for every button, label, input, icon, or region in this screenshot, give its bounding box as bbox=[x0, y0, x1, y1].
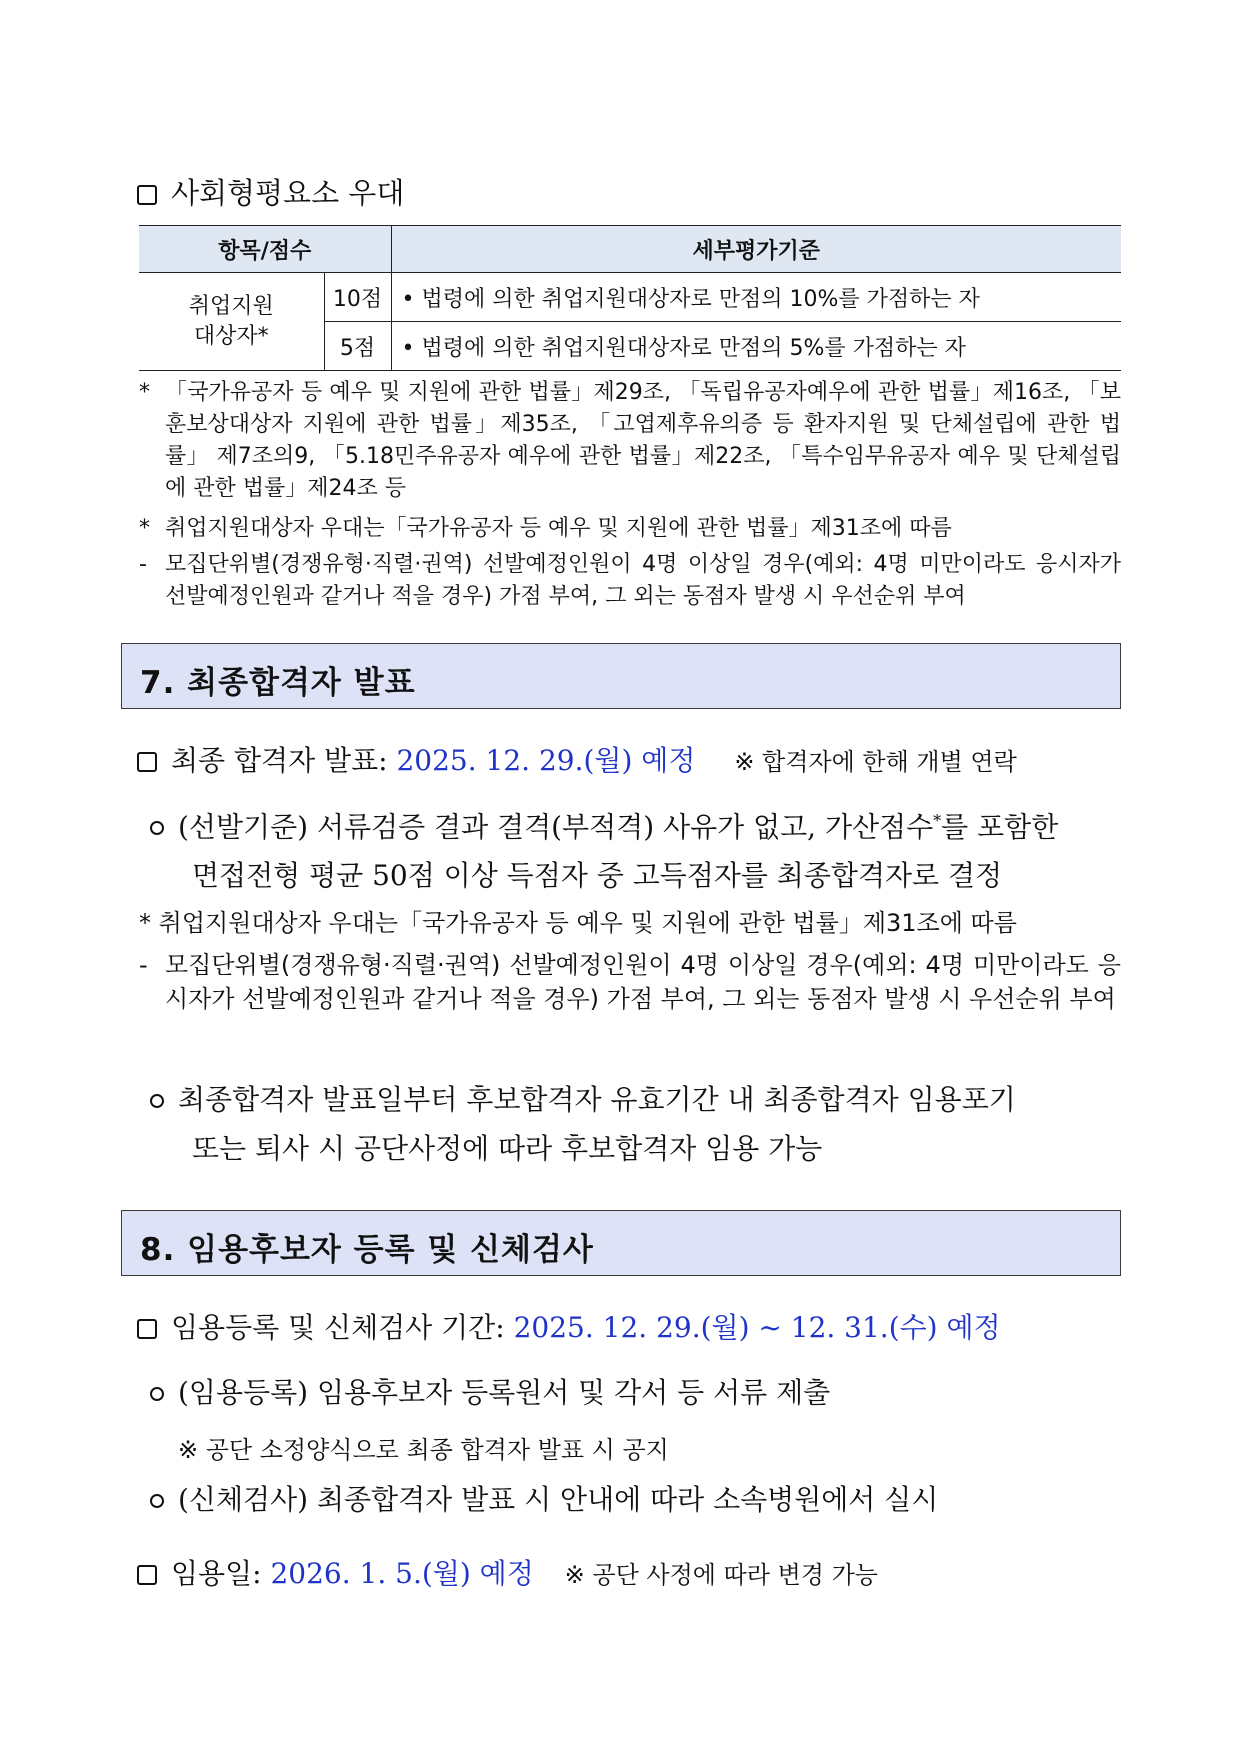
checkbox-square-icon bbox=[137, 185, 157, 205]
dash-mark: - bbox=[139, 951, 148, 979]
circle-bullet-icon bbox=[150, 1094, 164, 1108]
appoint-note: ※ 공단 사정에 따라 변경 가능 bbox=[564, 1561, 878, 1589]
footnote-text: 「국가유공자 등 예우 및 지원에 관한 법률」제29조, 「독립유공자예우에 관한 법률」제16조, 「보훈보상대상자 지원에 관한 법률」제35조, 「고엽제후유의증 등 환자지원 및 단체설립에 관한 법률」 제7조의9, 「5.18민주유공자 예우에 관한 법률」제22조, 「특수임무유공자 예우 및 단체설립에 관한 법률」제24조 등 bbox=[165, 380, 1121, 501]
section-8-header bbox=[121, 1210, 1121, 1276]
registration-period-line bbox=[137, 1308, 1001, 1348]
section-title: 8. 임용후보자 등록 및 신체검사 bbox=[140, 1232, 594, 1268]
section-title: 7. 최종합격자 발표 bbox=[140, 665, 416, 701]
section-7-header bbox=[121, 643, 1121, 709]
table-row bbox=[139, 273, 1121, 322]
registration-item: (임용등록) 임용후보자 등록원서 및 각서 등 서류 제출 bbox=[150, 1373, 830, 1413]
col-header-item: 항목/점수 bbox=[139, 226, 391, 273]
col-header-criteria: 세부평가기준 bbox=[391, 226, 1121, 273]
checkbox-square-icon bbox=[137, 1319, 157, 1339]
dash-note: - 모집단위별(경쟁유형·직렬·권역) 선발예정인원이 4명 이상일 경우(예외: 4명 미만이라도 응시자가 선발예정인원과 같거나 적을 경우) 가점 부여, 그 외는 동점자 발생 시 우선순위 부여 bbox=[139, 948, 1121, 1016]
circle-bullet-icon bbox=[150, 1387, 164, 1401]
item-label-cell bbox=[139, 273, 324, 371]
social-equity-heading: 사회형평요소 우대 bbox=[137, 174, 404, 212]
footnote-bonus-rule bbox=[139, 549, 1121, 613]
appointment-date-line bbox=[137, 1554, 878, 1595]
table-header-row bbox=[139, 226, 1121, 273]
period-label: 임용등록 및 신체검사 기간: bbox=[171, 1311, 514, 1344]
footnote-mark: - bbox=[139, 552, 147, 577]
item-label-line2: 대상자* bbox=[193, 323, 269, 349]
announce-date: 2025. 12. 29.(월) 예정 bbox=[396, 744, 696, 777]
checkbox-square-icon bbox=[137, 1565, 157, 1585]
appoint-date: 2026. 1. 5.(월) 예정 bbox=[270, 1557, 534, 1590]
announce-note: ※ 합격자에 한해 개별 연락 bbox=[734, 748, 1017, 776]
checkbox-square-icon bbox=[137, 752, 157, 772]
footnote-text: 취업지원대상자 우대는「국가유공자 등 예우 및 지원에 관한 법률」제31조에 따름 bbox=[165, 516, 952, 541]
footnote-preference bbox=[139, 513, 1121, 545]
footnote-law-list bbox=[139, 377, 1121, 505]
final-announcement-line bbox=[137, 741, 1017, 782]
social-equity-table bbox=[139, 225, 1121, 371]
period-date: 2025. 12. 29.(월) ~ 12. 31.(수) 예정 bbox=[513, 1311, 1001, 1344]
item-label-line1: 취업지원 bbox=[188, 293, 274, 319]
physical-exam-item: (신체검사) 최종합격자 발표 시 안내에 따라 소속병원에서 실시 bbox=[150, 1480, 938, 1520]
announce-label: 최종 합격자 발표: bbox=[171, 744, 397, 777]
footnote-text: 모집단위별(경쟁유형·직렬·권역) 선발예정인원이 4명 이상일 경우(예외: 4명 미만이라도 응시자가 선발예정인원과 같거나 적을 경우) 가점 부여, 그 외는 동점자 발생 시 우선순위 부여 bbox=[165, 552, 1121, 609]
points-cell: 10점 bbox=[324, 273, 391, 322]
registration-note: ※ 공단 소정양식으로 최종 합격자 발표 시 공지 bbox=[178, 1436, 669, 1464]
criteria-cell: • 법령에 의한 취업지원대상자로 만점의 10%를 가점하는 자 bbox=[391, 273, 1121, 322]
circle-bullet-icon bbox=[150, 821, 164, 835]
footnote-mark: * bbox=[139, 380, 150, 405]
star-note: * 취업지원대상자 우대는「국가유공자 등 예우 및 지원에 관한 법률」제31조에 따름 bbox=[139, 909, 1017, 937]
appoint-label: 임용일: bbox=[171, 1557, 271, 1590]
points-cell: 5점 bbox=[324, 322, 391, 371]
criteria-cell: • 법령에 의한 취업지원대상자로 만점의 5%를 가점하는 자 bbox=[391, 322, 1121, 371]
footnote-mark: * bbox=[139, 516, 150, 541]
circle-bullet-icon bbox=[150, 1494, 164, 1508]
substitute-rule: 최종합격자 발표일부터 후보합격자 유효기간 내 최종합격자 임용포기 또는 퇴사 시 공단사정에 따라 후보합격자 임용 가능 bbox=[150, 1080, 1121, 1169]
selection-criteria: (선발기준) 서류검증 결과 결격(부적격) 사유가 없고, 가산점수*를 포함한 면접전형 평균 50점 이상 득점자 중 고득점자를 최종합격자로 결정 bbox=[150, 801, 1121, 896]
